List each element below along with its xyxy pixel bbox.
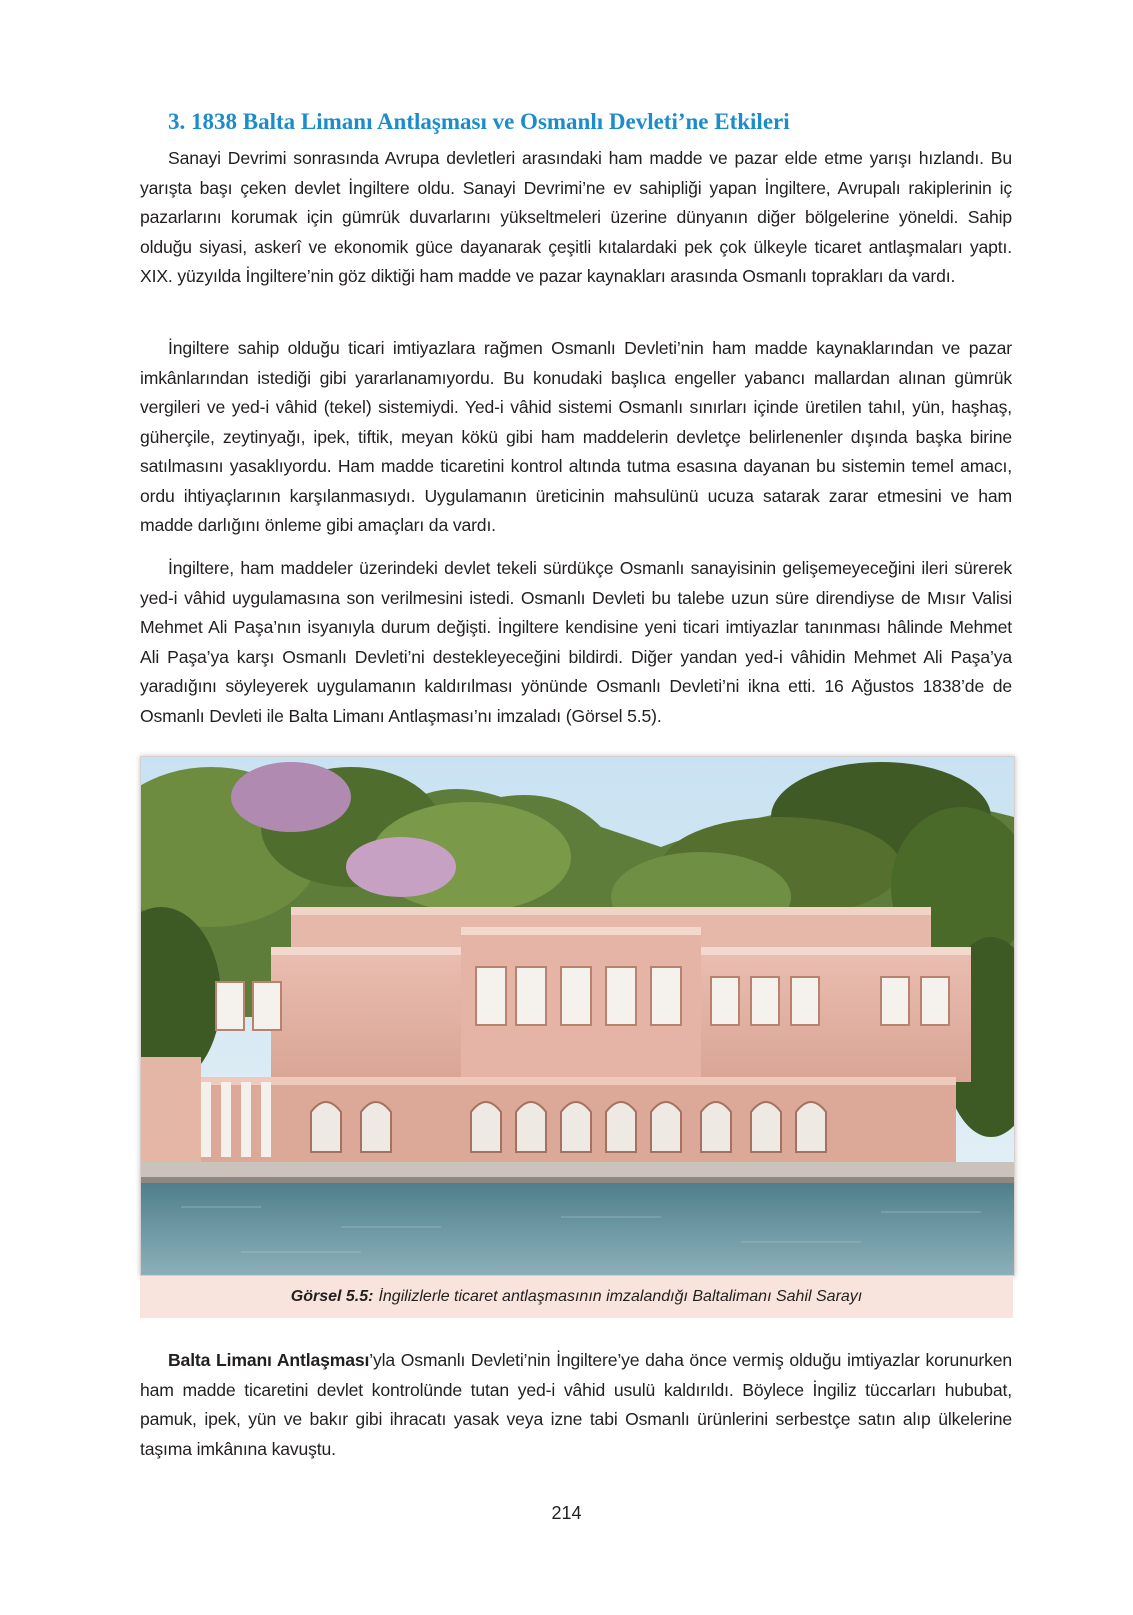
- paragraph-4-lead: Balta Limanı Antlaşması: [168, 1350, 370, 1370]
- section-heading: 3. 1838 Balta Limanı Antlaşması ve Osmanlı Devleti’ne Etkileri: [168, 109, 790, 134]
- figure-caption-text: İngilizlerle ticaret antlaşmasının imzalandığı Baltalimanı Sahil Sarayı: [378, 1288, 863, 1305]
- paragraph-2: İngiltere sahip olduğu ticari imtiyazlara rağmen Osmanlı Devleti’nin ham madde kaynaklarından ve pazar imkânlarından istediği gibi yararlanamıyordu. Bu konudaki başlıca engeller yabancı mallardan alınan gümrük vergileri ve yed-i vâhid (tekel) sistemiydi. Yed-i vâhid sistemi Osmanlı sınırları içinde üretilen tahıl, yün, haşhaş, güherçile, zeytinyağı, ipek, tiftik, meyan kökü gibi ham maddelerin devletçe belirlenenler dışında başka birine satılmasını yasaklıyordu. Ham madde ticaretini kontrol altında tutma esasına dayanan bu sistemin temel amacı, ordu ihtiyaçlarının karşılanmasıydı. Uygulamanın üreticinin mahsulünü ucuza satarak zarar etmesini ve ham madde darlığını önleme gibi amaçları da vardı.: [140, 338, 1012, 535]
- figure-caption: [140, 1276, 1013, 1318]
- figure-5-5: [140, 756, 1013, 1318]
- paragraph-4: [140, 1346, 1012, 1464]
- baltalimani-palace-illustration: [141, 757, 1014, 1275]
- palace-photo: [140, 756, 1015, 1276]
- paragraph-4-text: ’yla Osmanlı Devleti’nin İngiltere’ye daha önce vermiş olduğu imtiyazlar korunurken ham madde ticaretini devlet kontrolünde tutan yed-i vâhid usulü kaldırıldı. Böylece İngiliz tüccarları hububat, pamuk, ipek, yün ve bakır gibi ihracatı yasak veya izne tabi Osmanlı ürünlerini serbestçe satın alıp ülkelerine taşıma imkânına kavuştu.: [140, 1350, 1012, 1459]
- paragraph-3: İngiltere, ham maddeler üzerindeki devlet tekeli sürdükçe Osmanlı sanayisinin gelişemeyeceğini ileri sürerek yed-i vâhid uygulamasına son verilmesini istedi. Osmanlı Devleti bu talebe uzun süre direndiyse de Mısır Valisi Mehmet Ali Paşa’nın isyanıyla durum değişti. İngiltere kendisine yeni ticari imtiyazlar tanınması hâlinde Mehmet Ali Paşa’ya karşı Osmanlı Devleti’ni destekleyeceğini bildirdi. Diğer yandan yed-i vâhidin Mehmet Ali Paşa’ya yaradığını söyleyerek uygulamanın kaldırılması yönünde Osmanlı Devleti’ni ikna etti. 16 Ağustos 1838’de de Osmanlı Devleti ile Balta Limanı Antlaşması’nı imzaladı (Görsel 5.5).: [140, 558, 1012, 726]
- figure-label: Görsel 5.5:: [290, 1288, 374, 1305]
- page-number: 214: [551, 1503, 582, 1523]
- paragraph-1: Sanayi Devrimi sonrasında Avrupa devletleri arasındaki ham madde ve pazar elde etme yarışı hızlandı. Bu yarışta başı çeken devlet İngiltere oldu. Sanayi Devrimi’ne ev sahipliği yapan İngiltere, Avrupalı rakiplerinin iç pazarlarını korumak için gümrük duvarlarını yükseltmeleri üzerine dünyanın diğer bölgelerine yöneldi. Sahip olduğu siyasi, askerî ve ekonomik güce dayanarak çeşitli kıtalardaki pek çok ülkeyle ticaret antlaşmaları yaptı. XIX. yüzyılda İngiltere’nin göz diktiği ham madde ve pazar kaynakları arasında Osmanlı toprakları da vardı.: [140, 148, 1012, 286]
